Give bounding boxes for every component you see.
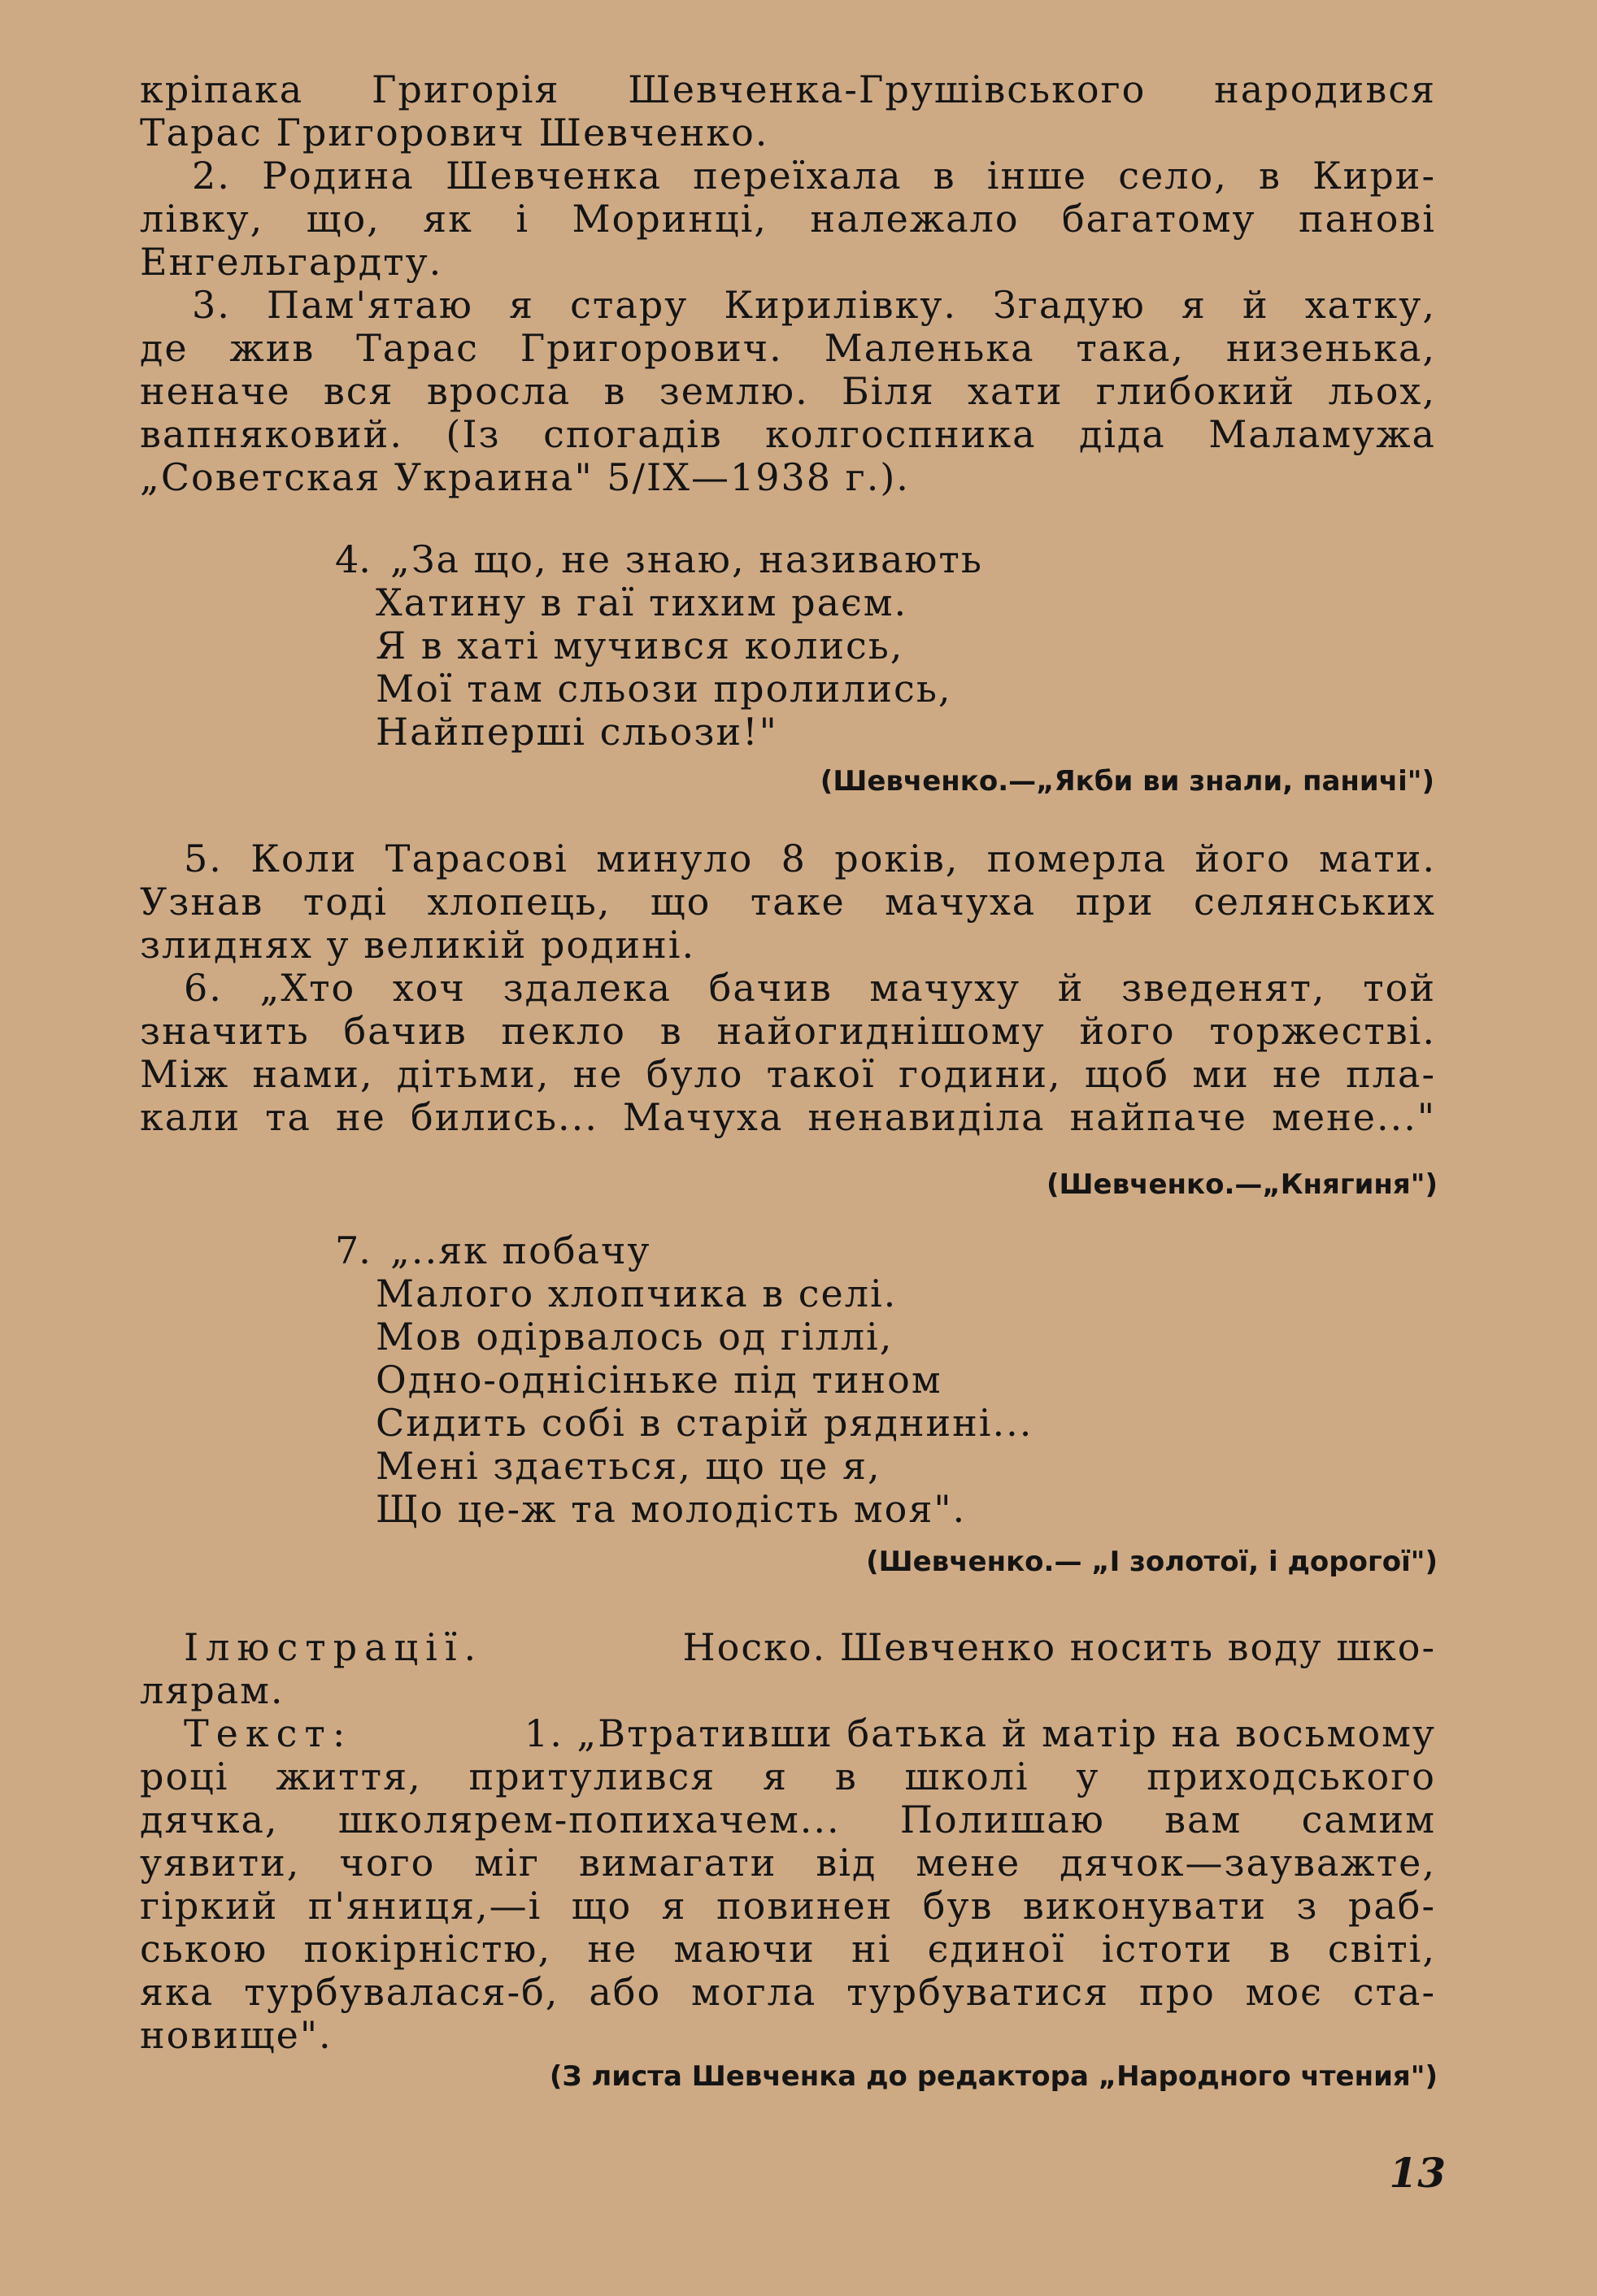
illustrations-line: [184, 1625, 1436, 1669]
quote-source: (З листа Шевченка до редактора „Народного чтения"): [549, 2060, 1438, 2093]
verse-line: Мої там сльози пролились,: [376, 667, 952, 711]
quote-source: (Шевченко.—„Якби ви знали, паничі"): [820, 765, 1434, 798]
illustrations-text: Носко. Шевченко носить воду шко-: [682, 1625, 1436, 1669]
text-line: уявити, чого міг вимагати від мене дячок—зауважте,: [140, 1841, 1436, 1885]
verse-line: Хатину в гаї тихим раєм.: [376, 581, 908, 624]
verse-line: Малого хлопчика в селі.: [376, 1272, 898, 1315]
verse-line: „..як побачу: [390, 1228, 651, 1272]
page-number: 13: [1389, 2149, 1446, 2197]
text-line: 6. „Хто хоч здалека бачив мачуху й зведенят, той: [184, 966, 1436, 1010]
text-line: 5. Коли Тарасові минуло 8 років, померла його мати.: [184, 837, 1436, 881]
verse-number: 4.: [335, 537, 371, 581]
illustrations-label: Ілюстрації.: [184, 1625, 484, 1669]
text-line: вапняковий. (Із спогадів колгоспника діда Маламужа: [140, 412, 1436, 456]
text-line: дячка, школярем-попихачем... Полишаю вам самим: [140, 1798, 1436, 1842]
text-line: Між нами, дітьми, не було такої години, щоб ми не пла-: [140, 1052, 1436, 1096]
text-line: де жив Тарас Григорович. Маленька така, низенька,: [140, 326, 1436, 370]
text-label: Текст:: [184, 1711, 353, 1755]
text-label-line: [184, 1711, 1436, 1755]
text-line: Енгельгардту.: [140, 240, 443, 284]
text-line: кріпака Григорія Шевченка-Грушівського народився: [140, 67, 1436, 111]
verse-line: Що це-ж та молодість моя".: [376, 1487, 967, 1531]
text-line: Тарас Григорович Шевченко.: [140, 111, 769, 154]
verse-line: Сидить собі в старій ряднині...: [376, 1401, 1033, 1445]
verse-number: 7.: [335, 1228, 371, 1272]
verse-line: Мов одірвалось од гіллі,: [376, 1315, 894, 1359]
text-line: 3. Пам'ятаю я стару Кирилівку. Згадую я й хатку,: [192, 283, 1436, 327]
verse-line: Я в хаті мучився колись,: [376, 624, 904, 667]
text-line: 2. Родина Шевченка переїхала в інше село, в Кири-: [192, 154, 1436, 198]
text-line: новище".: [140, 2013, 333, 2057]
text-line: кали та не бились... Мачуха ненавиділа найпаче мене...": [140, 1095, 1436, 1139]
text-line: „Советская Украина" 5/IX—1938 г.).: [140, 455, 910, 499]
verse-line: Одно-однісіньке під тином: [376, 1358, 942, 1402]
text-line: значить бачив пекло в найогиднішому його торжестві.: [140, 1009, 1436, 1053]
text-line: ською покірністю, не маючи ні єдиної істоти в світі,: [140, 1927, 1436, 1971]
text-line: лівку, що, як і Моринці, належало багатому панові: [140, 197, 1436, 241]
verse-line: Мені здається, що це я,: [376, 1444, 881, 1488]
quote-source: (Шевченко.—„Княгиня"): [1047, 1168, 1438, 1201]
text-line: гіркий п'яниця,—і що я повинен був виконувати з раб-: [140, 1884, 1436, 1928]
text-line: лярам.: [140, 1668, 285, 1712]
text-line: злиднях у великій родині.: [140, 923, 696, 967]
text-line: році життя, притулився я в школі у приходського: [140, 1755, 1436, 1798]
text-line: яка турбувалася-б, або могла турбуватися про моє ста-: [140, 1970, 1436, 2014]
verse-line: Найперші сльози!": [376, 710, 778, 754]
text-line: Узнав тоді хлопець, що таке мачуха при селянських: [140, 880, 1436, 924]
text-line: неначе вся вросла в землю. Біля хати глибокий льох,: [140, 369, 1436, 413]
text-quote-start: 1. „Втративши батька й матір на восьмому: [524, 1711, 1436, 1755]
verse-line: „За що, не знаю, називають: [390, 537, 983, 581]
quote-source: (Шевченко.— „І золотої, і дорогої"): [866, 1546, 1438, 1578]
